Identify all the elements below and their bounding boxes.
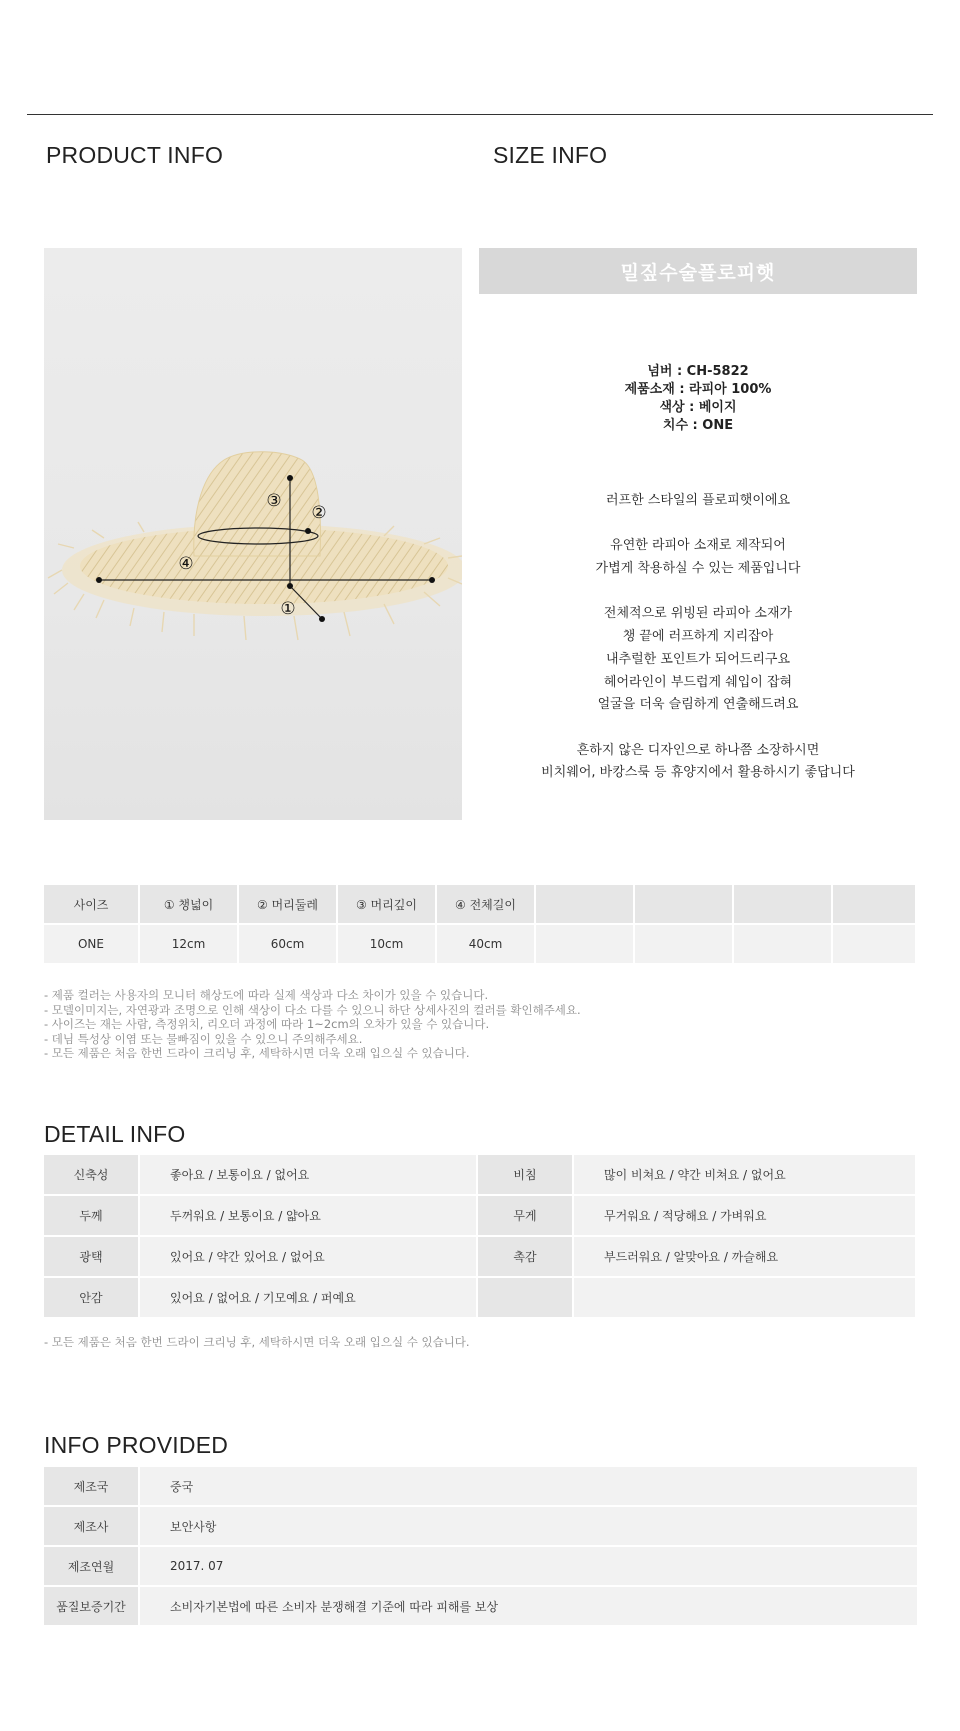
description-paragraph (479, 535, 917, 580)
size-cell (733, 924, 832, 964)
size-header-cell (634, 885, 733, 924)
product-photo (44, 248, 462, 820)
detail-row (44, 1236, 916, 1277)
size-cell: ONE (44, 924, 139, 964)
hat-crown (194, 452, 321, 556)
info-provided-table (44, 1467, 917, 1627)
size-header-cell: ④ 전체길이 (436, 885, 535, 924)
detail-label: 안감 (44, 1277, 139, 1318)
size-note: - 데님 특성상 이염 또는 물빠짐이 있을 수 있으니 주의해주세요. (44, 1031, 363, 1046)
description-paragraph (479, 490, 917, 513)
marker-1: ① (280, 599, 296, 619)
product-description (479, 490, 917, 785)
detail-value: 좋아요 / 보통이요 / 없어요 (139, 1155, 477, 1195)
detail-note: - 모든 제품은 처음 한번 드라이 크리닝 후, 세탁하시면 더욱 오래 입으실 수 있습니다. (44, 1335, 470, 1349)
product-name-bar: 밀짚수술플로피햇 (479, 248, 917, 294)
size-table-row (44, 924, 916, 964)
info-provided-heading: INFO PROVIDED (44, 1432, 229, 1458)
provided-label: 제조국 (44, 1467, 139, 1506)
spec-color: 색상 : 베이지 (659, 400, 737, 415)
description-line: 가볍게 착용하실 수 있는 제품입니다 (595, 561, 801, 577)
size-info-heading: SIZE INFO (493, 142, 608, 168)
product-info-heading: PRODUCT INFO (46, 142, 224, 168)
size-header-cell: 사이즈 (44, 885, 139, 924)
size-notes (44, 988, 581, 1061)
provided-value: 보안사항 (139, 1506, 917, 1546)
size-note: - 모든 제품은 처음 한번 드라이 크리닝 후, 세탁하시면 더욱 오래 입으실 수 있습니다. (44, 1046, 470, 1061)
detail-value: 있어요 / 없어요 / 기모예요 / 퍼예요 (139, 1277, 477, 1318)
detail-value: 많이 비쳐요 / 약간 비쳐요 / 없어요 (573, 1155, 916, 1195)
provided-value: 2017. 07 (139, 1546, 917, 1586)
size-note: - 모델이미지는, 자연광과 조명으로 인해 색상이 다소 다를 수 있으니 하단 상세사진의 컬러를 확인해주세요. (44, 1002, 581, 1017)
description-line: 러프한 스타일의 플로피햇이에요 (605, 493, 791, 508)
size-cell (634, 924, 733, 964)
detail-row (44, 1277, 916, 1318)
hat-diagram (44, 248, 462, 820)
detail-row (44, 1195, 916, 1236)
spec-material: 제품소재 : 라피아 100% (624, 382, 772, 397)
detail-value: 부드러워요 / 알맞아요 / 까슬해요 (573, 1236, 916, 1277)
provided-row (44, 1506, 917, 1546)
size-cell: 10cm (337, 924, 436, 964)
description-paragraph (479, 740, 917, 785)
description-line: 흔하지 않은 디자인으로 하나쯤 소장하시면 (576, 742, 820, 758)
size-note: - 제품 컬러는 사용자의 모니터 해상도에 따라 실제 색상과 다소 차이가 있을 수 있습니다. (44, 988, 489, 1002)
provided-value: 소비자기본법에 따른 소비자 분쟁해결 기준에 따라 피해를 보상 (139, 1586, 917, 1626)
description-line: 내추럴한 포인트가 되어드리구요 (605, 651, 791, 667)
description-line: 전체적으로 위빙된 라피아 소재가 (603, 606, 793, 622)
detail-value (573, 1277, 916, 1318)
size-cell (535, 924, 634, 964)
size-header-cell (535, 885, 634, 924)
detail-label: 두께 (44, 1195, 139, 1236)
size-cell: 40cm (436, 924, 535, 964)
detail-value: 있어요 / 약간 있어요 / 없어요 (139, 1236, 477, 1277)
description-line: 유연한 라피아 소재로 제작되어 (610, 538, 786, 554)
provided-value: 중국 (139, 1467, 917, 1506)
detail-label: 비침 (477, 1155, 573, 1195)
marker-2: ② (311, 503, 327, 523)
description-line: 챙 끝에 러프하게 지리잡아 (622, 629, 774, 645)
size-cell (832, 924, 916, 964)
detail-value: 무거워요 / 적당해요 / 가벼워요 (573, 1195, 916, 1236)
spec-size: 치수 : ONE (662, 418, 734, 433)
size-header-cell: ① 챙넓이 (139, 885, 238, 924)
marker-4: ④ (178, 554, 194, 574)
size-header-cell (832, 885, 916, 924)
detail-label (477, 1277, 573, 1318)
provided-row (44, 1467, 917, 1506)
detail-row (44, 1155, 916, 1195)
detail-label: 촉감 (477, 1236, 573, 1277)
detail-info-heading: DETAIL INFO (44, 1121, 186, 1147)
top-divider (27, 114, 933, 115)
description-line: 얼굴을 더욱 슬림하게 연출해드려요 (597, 697, 799, 713)
size-header-cell: ③ 머리깊이 (337, 885, 436, 924)
size-header-cell: ② 머리둘레 (238, 885, 337, 924)
description-line: 헤어라인이 부드럽게 쉐입이 잡혀 (603, 674, 793, 690)
provided-label: 품질보증기간 (44, 1586, 139, 1626)
marker-3: ③ (266, 491, 282, 511)
provided-row (44, 1546, 917, 1586)
size-header-cell (733, 885, 832, 924)
detail-value: 두꺼워요 / 보통이요 / 얇아요 (139, 1195, 477, 1236)
size-note: - 사이즈는 재는 사람, 측정위치, 리오더 과정에 따라 1~2cm의 오차가 있을 수 있습니다. (44, 1017, 490, 1032)
provided-label: 제조연월 (44, 1546, 139, 1586)
spec-number: 넘버 : CH-5822 (647, 364, 749, 379)
size-table (44, 885, 917, 965)
detail-table (44, 1155, 917, 1319)
description-paragraph (479, 603, 917, 717)
product-specs (479, 363, 917, 435)
provided-row (44, 1586, 917, 1626)
detail-label: 무게 (477, 1195, 573, 1236)
provided-label: 제조사 (44, 1506, 139, 1546)
detail-label: 광택 (44, 1236, 139, 1277)
description-line: 비치웨어, 바캉스룩 등 휴양지에서 활용하시기 좋답니다 (541, 765, 855, 781)
detail-label: 신축성 (44, 1155, 139, 1195)
size-cell: 12cm (139, 924, 238, 964)
size-table-header (44, 885, 916, 924)
size-cell: 60cm (238, 924, 337, 964)
